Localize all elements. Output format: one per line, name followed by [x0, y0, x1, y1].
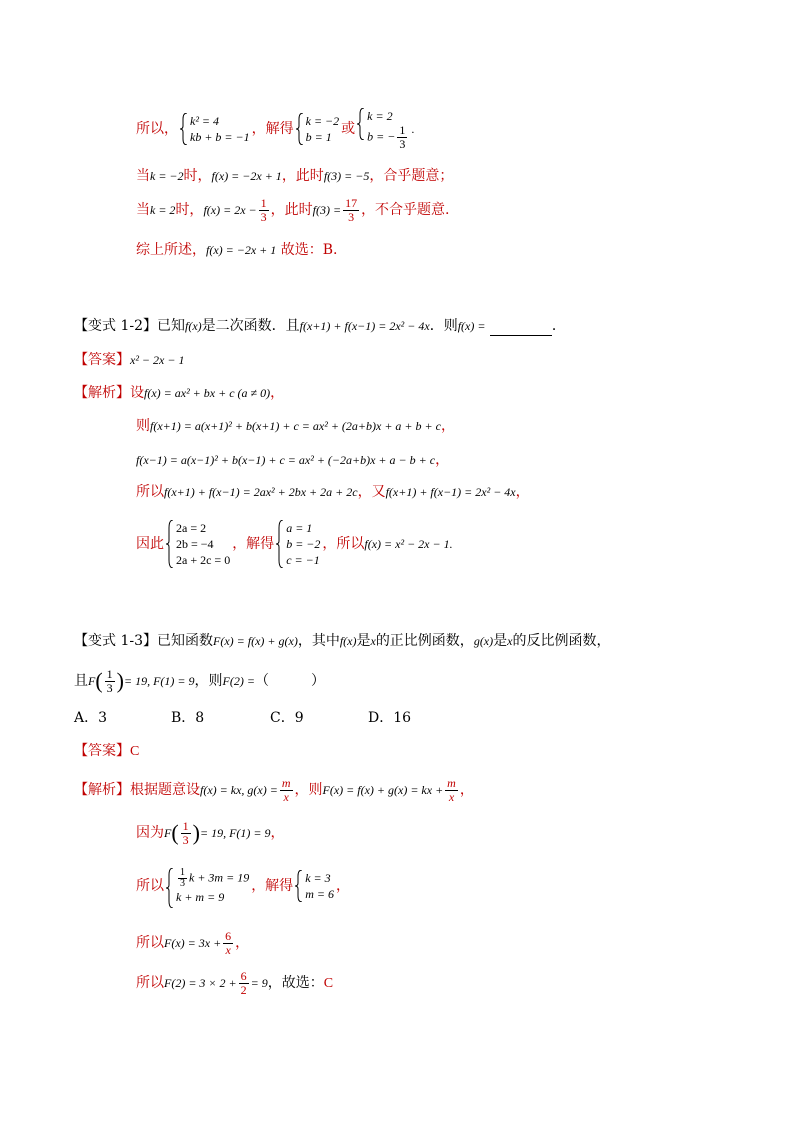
text: 时， [183, 168, 212, 184]
text: 是 [493, 633, 508, 649]
text: 因为 [136, 825, 164, 841]
numerator: 1 [106, 666, 113, 681]
equation-system [357, 108, 409, 151]
text: ， [270, 825, 285, 841]
solution-line-4 [136, 240, 337, 260]
text: ， [270, 385, 285, 401]
denominator: 3 [180, 877, 185, 889]
text: 的反比例函数， [512, 633, 611, 649]
question-1-3-line-1 [74, 631, 610, 651]
equation: 2a + 2c = 0 [176, 553, 231, 567]
text: 因此 [136, 536, 164, 552]
equation-system [166, 520, 230, 568]
equation: k + 3m = 19 [189, 869, 250, 884]
text: ，又 [357, 484, 386, 500]
solution-line-2 [136, 166, 453, 186]
text: ，不合乎题意. [361, 202, 450, 218]
math: F [88, 674, 96, 688]
text: ．则 [429, 318, 458, 334]
solution-line-1: 所以， k² = 4 kb + b = −1 ，解得 k = −2 b = 1 或 k = 2 b = − $\frac{1}{3}$ . [136, 108, 415, 151]
equation: 2b = −4 [176, 537, 214, 551]
brace-icon [180, 113, 188, 145]
math: f(3) = −5 [323, 169, 370, 183]
text: 故选：B. [276, 242, 338, 258]
math: k = −2 [150, 169, 184, 183]
answer-label: 【答案】 [74, 743, 130, 759]
math: f(3) = [312, 203, 342, 217]
solution-label: 【解析】 [74, 385, 130, 401]
text: ， [459, 782, 474, 798]
brace-icon [166, 520, 174, 568]
brace-icon [166, 868, 174, 908]
equation: b = −2 [286, 537, 321, 551]
solution-label: 【解析】 [74, 782, 130, 798]
option-d[interactable]: D．16 [368, 710, 412, 726]
denominator: x [448, 789, 455, 804]
text: 是 [356, 633, 371, 649]
text: 且 [74, 673, 88, 689]
math: f(x) = −2x + 1 [206, 243, 277, 257]
question-label: 【变式 1-3】 [74, 633, 157, 649]
solution-1-2-line-5 [136, 512, 453, 576]
math: F(x) = f(x) + g(x) [213, 634, 298, 648]
math: f(x) = −2x + 1 [211, 169, 282, 183]
question-1-2 [74, 316, 566, 336]
math: f(x) = [457, 319, 486, 333]
answer-value: C [323, 976, 334, 991]
text: ， [335, 878, 350, 894]
text: 或 [341, 121, 356, 137]
numerator: 1 [260, 195, 267, 210]
math: f(x) = kx, g(x) = [200, 783, 278, 797]
equation: 2a = 2 [176, 521, 207, 535]
math: F(x) = f(x) + g(x) = kx + [322, 783, 444, 797]
denominator: 3 [260, 209, 267, 224]
equation: b = − [367, 128, 396, 143]
denominator: 3 [106, 680, 113, 695]
equation: k² = 4 [190, 114, 220, 128]
equation: b = 1 [305, 130, 332, 144]
solution-1-3-line-4 [136, 926, 249, 960]
math: f(x) [339, 634, 357, 648]
math: F(x) = 3x + [164, 936, 222, 950]
text: 则 [136, 418, 150, 434]
equation: k + m = 9 [176, 889, 225, 904]
text: 当 [136, 168, 150, 184]
question-label: 【变式 1-2】 [74, 318, 157, 334]
denominator: 3 [182, 832, 189, 847]
text: ，所以 [322, 536, 365, 552]
brace-icon [296, 113, 304, 145]
math: f(x) = 2x − [203, 203, 257, 217]
solution-1-2-line-2 [136, 416, 455, 436]
math: x [507, 634, 513, 648]
math: f(x) = ax² + bx + c (a ≠ 0) [144, 386, 271, 400]
equation: m = 6 [305, 887, 334, 901]
equation: k = 2 [367, 108, 393, 123]
text: 综上所述， [136, 242, 206, 258]
solution-1-3-line-5 [136, 966, 333, 1000]
text: ，解得 [232, 536, 275, 552]
math: = 9 [250, 976, 268, 990]
math: f(x+1) + f(x−1) = 2ax² + 2bx + 2a + 2c [164, 485, 358, 499]
text: ，此时 [281, 168, 324, 184]
denominator: x [225, 942, 231, 957]
option-b[interactable]: B．8 [171, 710, 205, 726]
text: ， [435, 452, 450, 468]
equation-system [180, 113, 250, 145]
text: 已知 [157, 318, 185, 334]
option-a[interactable]: A．3 [74, 710, 108, 726]
equation: c = −1 [286, 553, 320, 567]
text: ，则 [194, 673, 223, 689]
solution-1-3-line-3 [136, 858, 350, 914]
text: ，解得 [251, 121, 294, 137]
equation-system [295, 870, 334, 902]
answer-value: x² − 2x − 1 [130, 353, 185, 367]
equation: a = 1 [286, 521, 313, 535]
denominator: 3 [348, 209, 355, 224]
text: 根据题意设 [130, 782, 200, 798]
text: 所以 [136, 935, 164, 951]
math: = 19, F(1) = 9 [200, 826, 271, 840]
text: ，故选： [267, 975, 324, 991]
math: f(x−1) = a(x−1)² + b(x−1) + c = ax² + (−2a+b)x + a − b + c [136, 453, 436, 467]
text: 时， [175, 202, 204, 218]
equation: kb + b = −1 [190, 130, 250, 144]
text: ，则 [294, 782, 323, 798]
text: 是二次函数．且 [201, 318, 300, 334]
brace-icon [357, 108, 365, 140]
math: F(2) = [222, 674, 255, 688]
numerator: 6 [240, 968, 247, 983]
solution-1-3-line-2: 因为F( $\frac{1}{3}$ )= 19, F(1) = 9， [136, 818, 285, 847]
text: 已知函数 [157, 633, 213, 649]
denominator: 2 [240, 982, 247, 997]
text: ，此时 [270, 202, 313, 218]
text: ， [440, 418, 455, 434]
text: 当 [136, 202, 150, 218]
equation-system [276, 520, 320, 568]
numerator: 6 [225, 928, 232, 943]
denominator: 3 [399, 136, 406, 151]
text: ，合乎题意； [369, 168, 454, 184]
answer-blank [490, 321, 552, 336]
text: 的正比例函数， [375, 633, 474, 649]
solution-1-2-line-1 [74, 383, 284, 403]
option-c[interactable]: C．9 [270, 710, 304, 726]
math: = 19, F(1) = 9 [124, 674, 195, 688]
question-1-3-line-2: 且F( $\frac{1}{3}$ )= 19, F(1) = 9，则F(2) =（ ） [74, 666, 325, 695]
equation: k = 3 [305, 871, 331, 885]
equation-system [296, 113, 340, 145]
numerator: 1 [399, 122, 406, 137]
brace-icon [295, 870, 303, 902]
text: 设 [130, 385, 144, 401]
text: 所以， [136, 121, 178, 137]
text: ， [235, 935, 250, 951]
numerator: m [281, 775, 291, 790]
math: k = 2 [150, 203, 176, 217]
math: f(x) = x² − 2x − 1. [364, 537, 453, 551]
solution-1-3-line-1 [74, 774, 474, 806]
text: ， [515, 484, 530, 500]
math: f(x+1) + f(x−1) = 2x² − 4x [385, 485, 516, 499]
equation-system [166, 868, 249, 905]
text: ，其中 [297, 633, 340, 649]
solution-line-3 [136, 192, 450, 228]
math: F(2) = 3 × 2 + [164, 976, 237, 990]
math: F [164, 826, 172, 840]
brace-icon [276, 520, 284, 568]
text: 所以 [136, 878, 164, 894]
solution-1-2-line-4 [136, 482, 530, 502]
text: ． [551, 318, 566, 334]
numerator: 1 [180, 866, 185, 878]
math: g(x) [473, 634, 494, 648]
answer-value: C [130, 744, 140, 759]
text: 所以 [136, 484, 164, 500]
answer-label: 【答案】 [74, 352, 130, 368]
numerator: m [447, 775, 456, 790]
solution-1-2-line-3 [136, 450, 449, 470]
text: 所以 [136, 975, 164, 991]
answer-1-3 [74, 741, 139, 762]
numerator: 17 [345, 195, 358, 210]
math: f(x) [185, 319, 202, 333]
math: x [370, 634, 376, 648]
math: f(x+1) = a(x+1)² + b(x+1) + c = ax² + (2a+b)x + a + b + c [150, 419, 441, 433]
equation: k = −2 [305, 114, 340, 128]
math: f(x+1) + f(x−1) = 2x² − 4x [299, 319, 430, 333]
answer-bracket: （ ） [254, 673, 325, 689]
text: ，解得 [251, 878, 294, 894]
answer-1-2 [74, 350, 184, 370]
denominator: x [283, 789, 289, 804]
numerator: 1 [182, 818, 189, 833]
